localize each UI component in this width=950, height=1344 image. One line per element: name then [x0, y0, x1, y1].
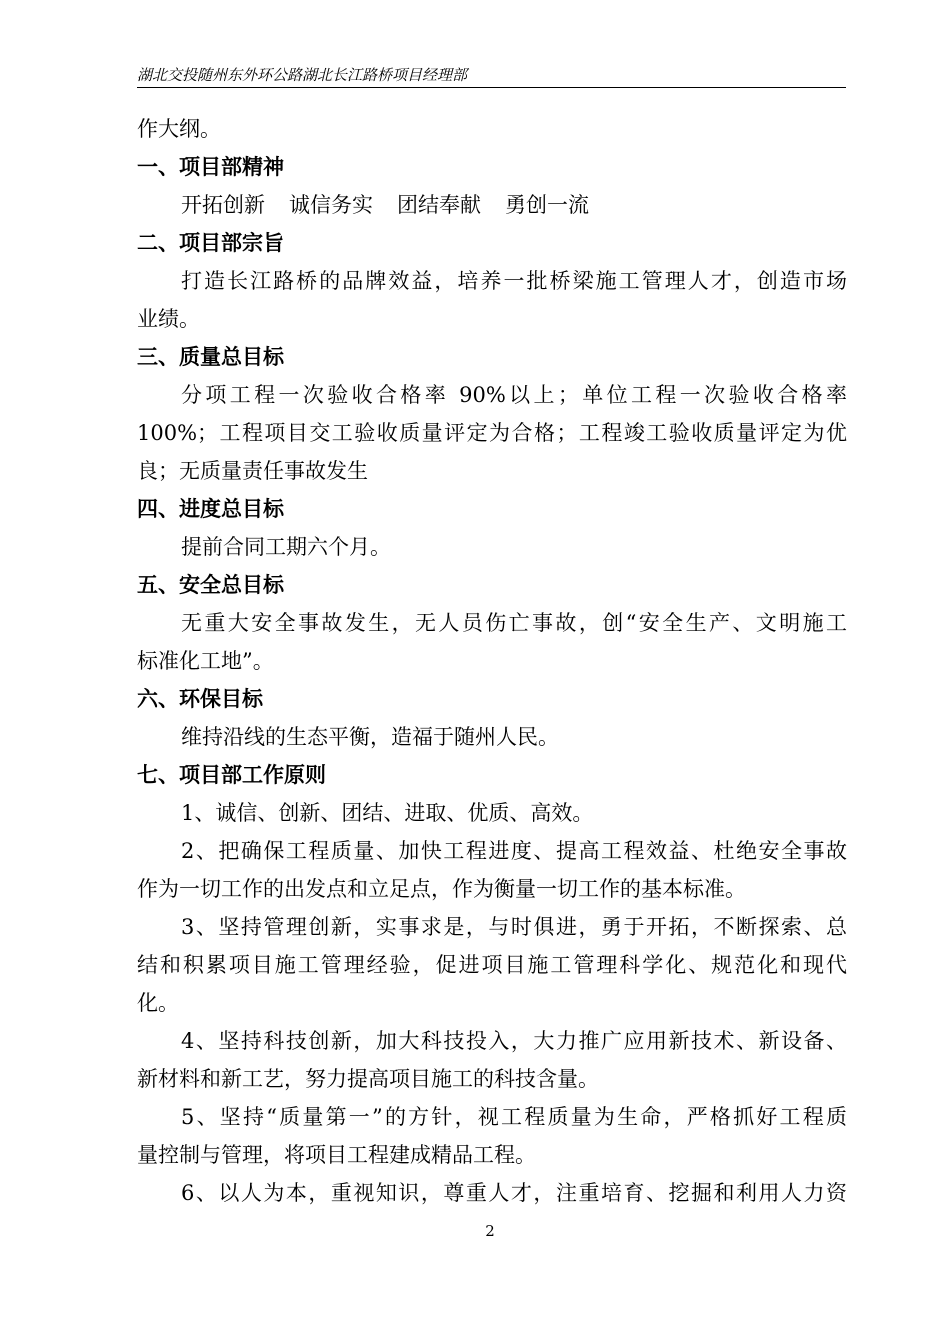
motto-phrase: 勇创一流: [505, 193, 589, 217]
principle-item-continuation: 新材料和新工艺，努力提高项目施工的科技含量。: [137, 1067, 599, 1091]
paragraph-line: 业绩。: [137, 307, 200, 331]
section-heading-environment: 六、环保目标: [137, 687, 263, 711]
paragraph-line: 标准化工地”。: [137, 649, 274, 673]
paragraph-line: 100%；工程项目交工验收质量评定为合格；工程竣工验收质量评定为优: [137, 421, 847, 445]
paragraph-line: 无重大安全事故发生，无人员伤亡事故，创“安全生产、文明施工: [181, 611, 847, 635]
spirit-motto: [137, 186, 847, 224]
principle-item: 3、坚持管理创新，实事求是，与时俱进，勇于开拓，不断探索、总: [181, 915, 847, 939]
section-heading-spirit: 一、项目部精神: [137, 155, 284, 179]
section-heading-purpose: 二、项目部宗旨: [137, 231, 284, 255]
principle-item: 1、诚信、创新、团结、进取、优质、高效。: [181, 801, 594, 825]
principle-item: 5、坚持“质量第一”的方针，视工程质量为生命，严格抓好工程质: [181, 1105, 847, 1129]
paragraph-line: 维持沿线的生态平衡，造福于随州人民。: [181, 725, 559, 749]
principle-item: 4、坚持科技创新，加大科技投入，大力推广应用新技术、新设备、: [181, 1029, 847, 1053]
motto-phrase: 开拓创新: [181, 193, 265, 217]
principle-item-continuation: 作为一切工作的出发点和立足点，作为衡量一切工作的基本标准。: [137, 877, 746, 901]
paragraph-line: 提前合同工期六个月。: [181, 535, 391, 559]
principle-item-continuation: 量控制与管理，将项目工程建成精品工程。: [137, 1143, 536, 1167]
motto-phrase: 团结奉献: [397, 193, 481, 217]
section-heading-principles: 七、项目部工作原则: [137, 763, 326, 787]
header-rule: [137, 87, 846, 88]
paragraph-line: 分项工程一次验收合格率 90%以上；单位工程一次验收合格率: [181, 383, 847, 407]
paragraph-line: 良；无质量责任事故发生: [137, 459, 368, 483]
paragraph-line: 打造长江路桥的品牌效益，培养一批桥梁施工管理人才，创造市场: [181, 269, 847, 293]
section-heading-quality: 三、质量总目标: [137, 345, 284, 369]
principle-item-continuation: 化。: [137, 991, 179, 1015]
section-heading-safety: 五、安全总目标: [137, 573, 284, 597]
running-header: 湖北交投随州东外环公路湖北长江路桥项目经理部: [137, 66, 468, 84]
principle-item: 6、以人为本，重视知识，尊重人才，注重培育、挖掘和利用人力资: [181, 1181, 847, 1205]
page-number: 2: [485, 1222, 495, 1240]
principle-item: 2、把确保工程质量、加快工程进度、提高工程效益、杜绝安全事故: [181, 839, 847, 863]
section-heading-schedule: 四、进度总目标: [137, 497, 284, 521]
principle-item-continuation: 结和积累项目施工管理经验，促进项目施工管理科学化、规范化和现代: [137, 953, 847, 977]
motto-phrase: 诚信务实: [289, 193, 373, 217]
page-body: [137, 110, 847, 1212]
intro-continuation: 作大纲。: [137, 117, 221, 141]
